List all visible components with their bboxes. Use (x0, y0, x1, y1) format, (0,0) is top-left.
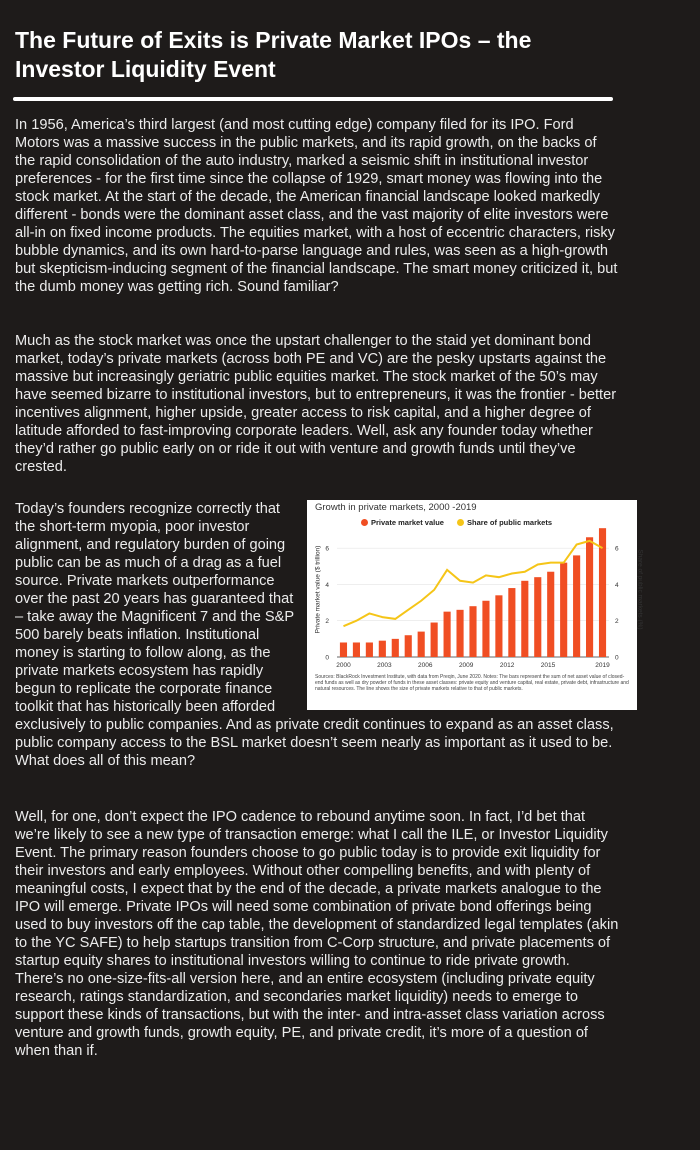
bar (392, 639, 399, 657)
y-axis-label-left: Private market value ($ trillion) (314, 545, 322, 634)
y-tick-label: 0 (325, 654, 329, 662)
bar (560, 563, 567, 657)
bar (405, 635, 412, 657)
bar (456, 610, 463, 657)
bar (586, 537, 593, 657)
paragraph-3: Today’s founders recognize correctly that the short-term myopia, poor investor alignment, and regulatory burden of going public can be as much of a drag as a fuel source. Private markets outperformance over the past 20 years has guaranteed that – take away the Magnificent 7 and the S&P 500 barely beats inflation. Institutional money is starting to follow along, as the private markets ecosystem has rapidly begun to replicate the corporate finance toolkit that has historically been afforded exclusively to public companies. And as private credit continues to expand as an asset class, public company access to the BSL market doesn’t seem nearly as important as it used to be. What does all of this mean? (15, 501, 614, 769)
bar (521, 581, 528, 657)
chart-source-note: Sources: BlackRock Investment Institute, with data from Preqin, June 2020. Notes: The bars represent the sum of net asset value of closed-end funds as well as dry powder of funds in these asset classes: private equity and venture capital, real estate, private debt, infrastructure and natural resources. The line shows the size of private markets relative to that of public markets. (315, 674, 629, 693)
paragraph-3-block (15, 500, 644, 770)
bar (418, 632, 425, 657)
bar (573, 555, 580, 657)
chart-plot (307, 500, 637, 672)
y2-tick-label: 0 (615, 654, 619, 662)
y-tick-label: 4 (325, 581, 329, 589)
title-divider (13, 97, 613, 101)
legend-label-bar: Private market value (371, 518, 444, 527)
chart-figure (307, 500, 644, 710)
paragraph-2: Much as the stock market was once the upstart challenger to the staid yet dominant bond market, today’s private markets (across both PE and VC) are the pesky upstarts against the massive but increasingly geriatric public equities market. The stock market of the 50’s may have seemed bizarre to institutional investors, but to entrepreneurs, it was the frontier - better incentives alignment, higher upside, greater access to risk capital, and a higher degree of latitude afforded to fast-improving corporate leaders. Well, ask any founder today whether they’d rather go public early on or ride it out with venture and growth funds until they’ve crested. (15, 333, 617, 475)
y-axis-label-right: Share of public markets (%) (636, 549, 644, 630)
x-tick-label: 2015 (540, 662, 556, 669)
bar (444, 612, 451, 657)
y2-tick-label: 6 (615, 545, 619, 553)
article-title: The Future of Exits is Private Market IPOs – the Investor Liquidity Event (15, 27, 532, 82)
bar (547, 572, 554, 657)
y2-tick-label: 2 (615, 618, 619, 626)
y-tick-label: 6 (325, 545, 329, 553)
bar (508, 588, 515, 657)
bar (534, 577, 541, 657)
y-tick-label: 2 (325, 618, 329, 626)
bar (379, 641, 386, 657)
bar (469, 606, 476, 657)
x-tick-label: 2019 (595, 662, 610, 669)
bar (366, 642, 373, 657)
x-tick-label: 2000 (336, 662, 351, 669)
bar (482, 601, 489, 657)
bar (353, 642, 360, 657)
x-tick-label: 2012 (499, 662, 515, 669)
bar (340, 642, 347, 657)
x-tick-label: 2003 (377, 662, 392, 669)
paragraph-4: Well, for one, don’t expect the IPO cadence to rebound anytime soon. In fact, I’d bet that we’re likely to see a new type of transaction emerge: what I call the ILE, or Investor Liquidity Event. The primary reason founders choose to go public today is to provide exit liquidity for their investors and early employees. Without other compelling benefits, and with plenty of meaningful costs, I expect that by the end of the decade, a private markets analogue to the IPO will emerge. Private IPOs will need some combination of private bond offerings being used to buy investors off the cap table, the development of standardized legal templates (akin to the YC SAFE) to help startups transition from C-Corp structure, and private placements of startup equity shares to institutional investors willing to continue to ride private growth. There’s no one-size-fits-all version here, and an entire ecosystem (including private equity research, ratings standardization, and secondaries market liquidity) needs to emerge to support these kinds of transactions, but with the inter- and intra-asset class variation across venture and growth funds, growth equity, PE, and private credit, it’s more of a question of when than if. (15, 809, 619, 1059)
paragraph-1: In 1956, America’s third largest (and most cutting edge) company filed for its IPO. Ford Motors was a massive success in the public markets, and its rapid growth, on the backs of the rapid consolidation of the auto industry, marked a seismic shift in institutional investor preferences - for the first time since the collapse of 1929, smart money was flowing into the stock market. At the start of the decade, the American financial landscape looked markedly different - bonds were the dominant asset class, and the vast majority of elite investors were all-in on fixed income products. The equities market, with a host of eccentric characters, risky bubble dynamics, and its own hard-to-parse language and rules, was seen as a high-growth but skepticism-inducing segment of the financial landscape. The smart money criticized it, but the dumb money was getting rich. Sound familiar? (15, 117, 618, 295)
x-tick-label: 2009 (458, 662, 474, 669)
legend-label-line: Share of public markets (467, 518, 553, 527)
chart-title: Growth in private markets, 2000 -2019 (315, 502, 477, 513)
bar (431, 623, 438, 657)
x-tick-label: 2006 (418, 662, 433, 669)
bar (495, 595, 502, 657)
y2-tick-label: 4 (615, 581, 619, 589)
